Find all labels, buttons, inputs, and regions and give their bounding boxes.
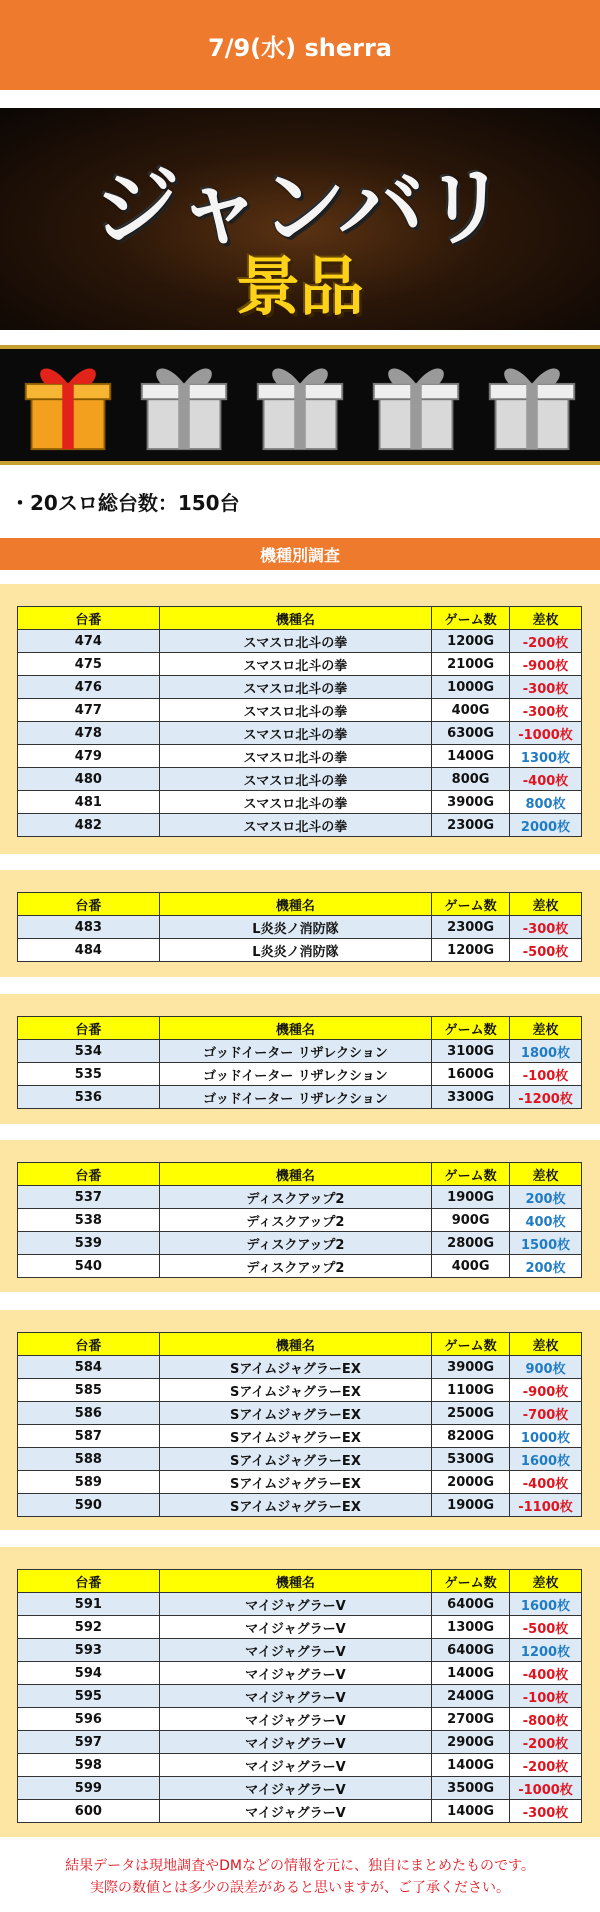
machine-name: SアイムジャグラーEX xyxy=(159,1402,431,1425)
table-row xyxy=(18,676,582,699)
machine-name: SアイムジャグラーEX xyxy=(159,1379,431,1402)
game-count: 800G xyxy=(432,768,510,791)
results-table xyxy=(17,1332,582,1517)
machine-name: マイジャグラーV xyxy=(159,1800,431,1823)
table-header-row xyxy=(18,607,582,630)
machine-number: 537 xyxy=(18,1186,160,1209)
medal-diff: -900枚 xyxy=(510,653,582,676)
medal-diff-header: 差枚 xyxy=(510,1017,582,1040)
game-count: 3900G xyxy=(432,791,510,814)
machine-number: 591 xyxy=(18,1593,160,1616)
medal-diff-header: 差枚 xyxy=(510,893,582,916)
machine-name: ゴッドイーター リザレクション xyxy=(159,1086,431,1109)
table-row xyxy=(18,1777,582,1800)
game-count: 2300G xyxy=(432,814,510,837)
machine-name: マイジャグラーV xyxy=(159,1616,431,1639)
table-row xyxy=(18,768,582,791)
machine-name: スマスロ北斗の拳 xyxy=(159,768,431,791)
machine-number-header: 台番 xyxy=(18,1017,160,1040)
machine-number: 478 xyxy=(18,722,160,745)
results-group xyxy=(0,870,600,977)
machine-number: 599 xyxy=(18,1777,160,1800)
game-count: 2700G xyxy=(432,1708,510,1731)
table-row xyxy=(18,814,582,837)
machine-name: マイジャグラーV xyxy=(159,1639,431,1662)
machine-number: 593 xyxy=(18,1639,160,1662)
table-row xyxy=(18,1186,582,1209)
medal-diff: -300枚 xyxy=(510,699,582,722)
page-title: 7/9(水) sherra xyxy=(208,33,392,62)
game-count: 400G xyxy=(432,1255,510,1278)
table-row xyxy=(18,1425,582,1448)
game-count: 1400G xyxy=(432,1662,510,1685)
machine-name: スマスロ北斗の拳 xyxy=(159,653,431,676)
machine-number: 482 xyxy=(18,814,160,837)
game-count: 1200G xyxy=(432,630,510,653)
machine-number-header: 台番 xyxy=(18,1570,160,1593)
machine-name-header: 機種名 xyxy=(159,1570,431,1593)
game-count: 1400G xyxy=(432,1754,510,1777)
game-count-header: ゲーム数 xyxy=(432,607,510,630)
table-row xyxy=(18,1754,582,1777)
results-table xyxy=(17,1569,582,1823)
game-count: 1400G xyxy=(432,1800,510,1823)
medal-diff: -200枚 xyxy=(510,1731,582,1754)
machine-number-header: 台番 xyxy=(18,893,160,916)
table-header-row xyxy=(18,1570,582,1593)
machine-number: 477 xyxy=(18,699,160,722)
medal-diff-header: 差枚 xyxy=(510,1570,582,1593)
section-header xyxy=(0,538,600,570)
table-header-row xyxy=(18,893,582,916)
game-count: 5300G xyxy=(432,1448,510,1471)
gift-strip xyxy=(0,345,600,465)
game-count: 1600G xyxy=(432,1063,510,1086)
table-row xyxy=(18,1593,582,1616)
gift-box-icon xyxy=(136,357,232,453)
table-row xyxy=(18,916,582,939)
machine-name: マイジャグラーV xyxy=(159,1731,431,1754)
machine-name: SアイムジャグラーEX xyxy=(159,1448,431,1471)
table-row xyxy=(18,1731,582,1754)
table-row xyxy=(18,1616,582,1639)
machine-name: ディスクアップ2 xyxy=(159,1209,431,1232)
table-row xyxy=(18,1063,582,1086)
game-count: 3100G xyxy=(432,1040,510,1063)
results-group xyxy=(0,1547,600,1837)
machine-number: 534 xyxy=(18,1040,160,1063)
table-row xyxy=(18,1379,582,1402)
machine-name-header: 機種名 xyxy=(159,607,431,630)
medal-diff: -200枚 xyxy=(510,1754,582,1777)
game-count: 6300G xyxy=(432,722,510,745)
table-row xyxy=(18,1494,582,1517)
hero-banner xyxy=(0,108,600,330)
medal-diff-header: 差枚 xyxy=(510,1163,582,1186)
machine-number-header: 台番 xyxy=(18,1333,160,1356)
game-count-header: ゲーム数 xyxy=(432,1570,510,1593)
machine-number: 480 xyxy=(18,768,160,791)
machine-number: 539 xyxy=(18,1232,160,1255)
table-row xyxy=(18,745,582,768)
table-row xyxy=(18,630,582,653)
game-count: 2400G xyxy=(432,1685,510,1708)
medal-diff: 400枚 xyxy=(510,1209,582,1232)
table-row xyxy=(18,939,582,962)
table-row xyxy=(18,1255,582,1278)
gift-box-icon xyxy=(252,357,348,453)
table-row xyxy=(18,1639,582,1662)
medal-diff: -300枚 xyxy=(510,916,582,939)
results-group xyxy=(0,1140,600,1292)
machine-number: 600 xyxy=(18,1800,160,1823)
machine-name: ディスクアップ2 xyxy=(159,1186,431,1209)
machine-name: ディスクアップ2 xyxy=(159,1255,431,1278)
table-row xyxy=(18,1356,582,1379)
disclaimer-line: 結果データは現地調査やDMなどの情報を元に、独自にまとめたものです。 xyxy=(65,1858,535,1874)
machine-name: SアイムジャグラーEX xyxy=(159,1494,431,1517)
machine-number: 592 xyxy=(18,1616,160,1639)
results-group xyxy=(0,1310,600,1530)
machine-name-header: 機種名 xyxy=(159,893,431,916)
table-row xyxy=(18,1209,582,1232)
machine-number: 585 xyxy=(18,1379,160,1402)
machine-number: 479 xyxy=(18,745,160,768)
machine-number: 588 xyxy=(18,1448,160,1471)
machine-name: スマスロ北斗の拳 xyxy=(159,630,431,653)
machine-name: ゴッドイーター リザレクション xyxy=(159,1040,431,1063)
medal-diff: -900枚 xyxy=(510,1379,582,1402)
medal-diff: 1600枚 xyxy=(510,1593,582,1616)
game-count: 900G xyxy=(432,1209,510,1232)
machine-name: スマスロ北斗の拳 xyxy=(159,722,431,745)
medal-diff: 1500枚 xyxy=(510,1232,582,1255)
medal-diff: 1300枚 xyxy=(510,745,582,768)
machine-number: 538 xyxy=(18,1209,160,1232)
results-table xyxy=(17,1162,582,1278)
medal-diff: 800枚 xyxy=(510,791,582,814)
machine-number: 540 xyxy=(18,1255,160,1278)
machine-name-header: 機種名 xyxy=(159,1333,431,1356)
game-count: 2500G xyxy=(432,1402,510,1425)
machine-number: 587 xyxy=(18,1425,160,1448)
machine-name: SアイムジャグラーEX xyxy=(159,1471,431,1494)
medal-diff: -400枚 xyxy=(510,1471,582,1494)
medal-diff: -1200枚 xyxy=(510,1086,582,1109)
table-row xyxy=(18,791,582,814)
results-table xyxy=(17,892,582,962)
machine-number: 596 xyxy=(18,1708,160,1731)
medal-diff: -700枚 xyxy=(510,1402,582,1425)
medal-diff: -1100枚 xyxy=(510,1494,582,1517)
game-count-header: ゲーム数 xyxy=(432,1163,510,1186)
table-row xyxy=(18,1662,582,1685)
machine-number: 586 xyxy=(18,1402,160,1425)
machine-name: マイジャグラーV xyxy=(159,1777,431,1800)
page-header xyxy=(0,0,600,90)
machine-name-header: 機種名 xyxy=(159,1163,431,1186)
machine-number: 598 xyxy=(18,1754,160,1777)
table-row xyxy=(18,1040,582,1063)
game-count: 1300G xyxy=(432,1616,510,1639)
machine-name: SアイムジャグラーEX xyxy=(159,1425,431,1448)
gift-box-icon-red xyxy=(20,357,116,453)
game-count: 1900G xyxy=(432,1186,510,1209)
game-count: 1100G xyxy=(432,1379,510,1402)
game-count-header: ゲーム数 xyxy=(432,1017,510,1040)
table-row xyxy=(18,1708,582,1731)
results-table xyxy=(17,1016,582,1109)
table-row xyxy=(18,1471,582,1494)
machine-number: 589 xyxy=(18,1471,160,1494)
game-count: 2900G xyxy=(432,1731,510,1754)
machine-count-summary: ・20スロ総台数：150台 xyxy=(10,491,240,515)
medal-diff: -100枚 xyxy=(510,1063,582,1086)
game-count: 2100G xyxy=(432,653,510,676)
medal-diff: -400枚 xyxy=(510,1662,582,1685)
medal-diff: 200枚 xyxy=(510,1255,582,1278)
hero-title: ジャンバリ xyxy=(93,158,507,258)
machine-name: ディスクアップ2 xyxy=(159,1232,431,1255)
machine-name: スマスロ北斗の拳 xyxy=(159,745,431,768)
machine-number-header: 台番 xyxy=(18,607,160,630)
machine-name: ゴッドイーター リザレクション xyxy=(159,1063,431,1086)
table-header-row xyxy=(18,1017,582,1040)
table-row xyxy=(18,1448,582,1471)
medal-diff-header: 差枚 xyxy=(510,607,582,630)
medal-diff: 2000枚 xyxy=(510,814,582,837)
game-count: 3900G xyxy=(432,1356,510,1379)
machine-name-header: 機種名 xyxy=(159,1017,431,1040)
game-count: 1200G xyxy=(432,939,510,962)
game-count: 6400G xyxy=(432,1639,510,1662)
results-group xyxy=(0,994,600,1124)
table-row xyxy=(18,1402,582,1425)
machine-number: 597 xyxy=(18,1731,160,1754)
machine-number: 595 xyxy=(18,1685,160,1708)
hero-subtitle: 景品 xyxy=(236,251,364,325)
game-count: 1400G xyxy=(432,745,510,768)
game-count: 2000G xyxy=(432,1471,510,1494)
machine-name: スマスロ北斗の拳 xyxy=(159,791,431,814)
medal-diff: 200枚 xyxy=(510,1186,582,1209)
machine-name: L炎炎ノ消防隊 xyxy=(159,939,431,962)
disclaimer xyxy=(0,1855,600,1899)
medal-diff: 900枚 xyxy=(510,1356,582,1379)
medal-diff-header: 差枚 xyxy=(510,1333,582,1356)
machine-name: マイジャグラーV xyxy=(159,1593,431,1616)
game-count: 2300G xyxy=(432,916,510,939)
table-row xyxy=(18,653,582,676)
table-header-row xyxy=(18,1333,582,1356)
table-row xyxy=(18,1800,582,1823)
medal-diff: 1800枚 xyxy=(510,1040,582,1063)
game-count: 1000G xyxy=(432,676,510,699)
game-count: 2800G xyxy=(432,1232,510,1255)
medal-diff: -1000枚 xyxy=(510,1777,582,1800)
table-row xyxy=(18,722,582,745)
table-row xyxy=(18,1086,582,1109)
game-count-header: ゲーム数 xyxy=(432,1333,510,1356)
table-header-row xyxy=(18,1163,582,1186)
results-table xyxy=(17,606,582,837)
machine-number-header: 台番 xyxy=(18,1163,160,1186)
game-count-header: ゲーム数 xyxy=(432,893,510,916)
table-row xyxy=(18,1685,582,1708)
machine-name: マイジャグラーV xyxy=(159,1708,431,1731)
machine-name: スマスロ北斗の拳 xyxy=(159,699,431,722)
game-count: 3500G xyxy=(432,1777,510,1800)
game-count: 8200G xyxy=(432,1425,510,1448)
machine-number: 483 xyxy=(18,916,160,939)
machine-number: 484 xyxy=(18,939,160,962)
game-count: 6400G xyxy=(432,1593,510,1616)
gift-box-icon xyxy=(484,357,580,453)
machine-name: SアイムジャグラーEX xyxy=(159,1356,431,1379)
gift-box-icon xyxy=(368,357,464,453)
medal-diff: -400枚 xyxy=(510,768,582,791)
medal-diff: -1000枚 xyxy=(510,722,582,745)
machine-name: マイジャグラーV xyxy=(159,1754,431,1777)
game-count: 3300G xyxy=(432,1086,510,1109)
table-row xyxy=(18,699,582,722)
medal-diff: -300枚 xyxy=(510,1800,582,1823)
medal-diff: -300枚 xyxy=(510,676,582,699)
game-count: 400G xyxy=(432,699,510,722)
medal-diff: 1200枚 xyxy=(510,1639,582,1662)
disclaimer-line: 実際の数値とは多少の誤差があると思いますが、ご了承ください。 xyxy=(90,1880,510,1896)
machine-number: 584 xyxy=(18,1356,160,1379)
machine-number: 590 xyxy=(18,1494,160,1517)
medal-diff: -500枚 xyxy=(510,939,582,962)
medal-diff: -100枚 xyxy=(510,1685,582,1708)
medal-diff: 1600枚 xyxy=(510,1448,582,1471)
machine-name: スマスロ北斗の拳 xyxy=(159,676,431,699)
machine-number: 475 xyxy=(18,653,160,676)
machine-number: 594 xyxy=(18,1662,160,1685)
medal-diff: 1000枚 xyxy=(510,1425,582,1448)
results-group xyxy=(0,584,600,854)
machine-number: 536 xyxy=(18,1086,160,1109)
machine-name: スマスロ北斗の拳 xyxy=(159,814,431,837)
medal-diff: -800枚 xyxy=(510,1708,582,1731)
medal-diff: -200枚 xyxy=(510,630,582,653)
machine-name: L炎炎ノ消防隊 xyxy=(159,916,431,939)
machine-name: マイジャグラーV xyxy=(159,1662,431,1685)
medal-diff: -500枚 xyxy=(510,1616,582,1639)
machine-number: 535 xyxy=(18,1063,160,1086)
section-title: 機種別調査 xyxy=(259,545,340,565)
machine-number: 474 xyxy=(18,630,160,653)
machine-name: マイジャグラーV xyxy=(159,1685,431,1708)
table-row xyxy=(18,1232,582,1255)
machine-number: 481 xyxy=(18,791,160,814)
machine-number: 476 xyxy=(18,676,160,699)
game-count: 1900G xyxy=(432,1494,510,1517)
